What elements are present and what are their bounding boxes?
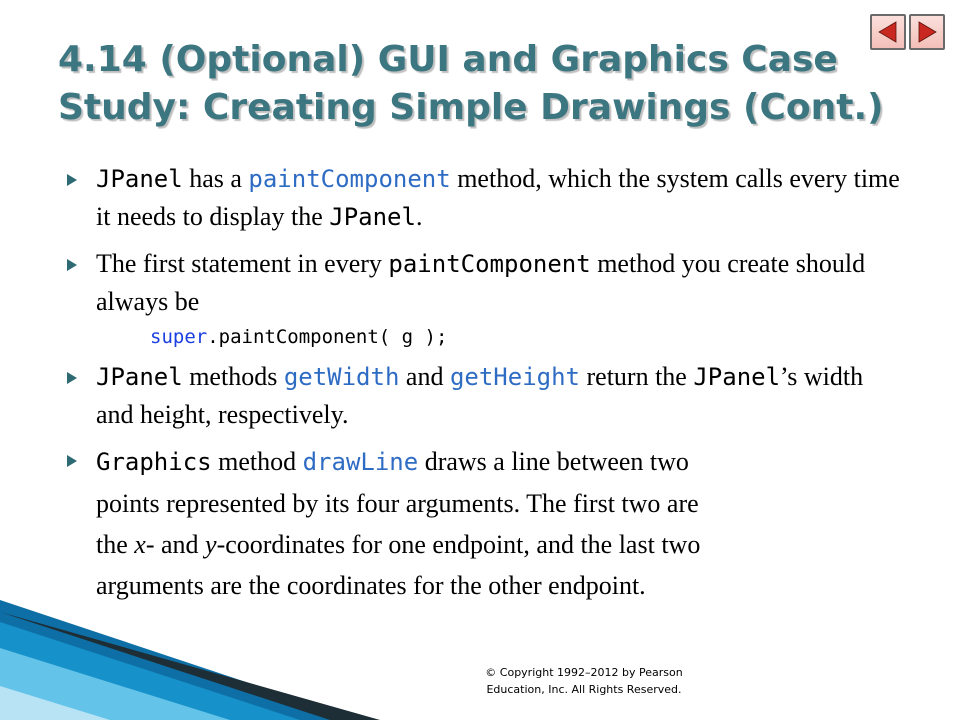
class-name-jpanel: JPanel xyxy=(96,363,183,391)
title-line-2: Study: Creating Simple Drawings (Cont.) xyxy=(58,87,884,128)
class-name-jpanel: JPanel xyxy=(96,165,183,193)
bullet-item xyxy=(66,160,906,236)
copyright-line-2: Education, Inc. All Rights Reserved. xyxy=(486,683,682,696)
bullet-arrow-icon xyxy=(66,173,78,187)
method-name-drawline: drawLine xyxy=(302,448,419,476)
bullet-arrow-icon xyxy=(66,371,78,385)
triangle-left-icon xyxy=(876,20,900,44)
bullet-text: and xyxy=(399,362,450,391)
bullet-text: -coordinates for one endpoint, and the last two xyxy=(216,530,701,559)
bullet-text: the xyxy=(96,530,135,559)
next-slide-button[interactable] xyxy=(909,14,945,50)
title-line-1: 4.14 (Optional) GUI and Graphics Case xyxy=(58,39,838,80)
class-name-jpanel: JPanel xyxy=(329,203,416,231)
italic-y: y xyxy=(205,530,217,559)
code-snippet xyxy=(66,322,906,352)
bullet-item xyxy=(66,441,906,606)
copyright-line-1: © Copyright 1992–2012 by Pearson xyxy=(485,666,683,679)
bullet-text: ’s width and height, respectively. xyxy=(96,362,864,429)
bullet-item xyxy=(66,245,906,320)
slide-body xyxy=(66,160,906,606)
previous-slide-button[interactable] xyxy=(870,14,906,50)
bullet-text: method xyxy=(211,447,303,476)
bullet-line xyxy=(96,441,906,483)
bullet-line: arguments are the coordinates for the other endpoint. xyxy=(96,571,646,600)
method-name-paintcomponent: paintComponent xyxy=(388,250,591,278)
class-name-jpanel: JPanel xyxy=(693,363,781,391)
bullet-text: - and xyxy=(145,530,206,559)
bullet-line: points represented by its four arguments. The first two are xyxy=(96,489,699,518)
bullet-text: method you create should always be xyxy=(96,249,866,316)
copyright-notice xyxy=(462,664,706,698)
triangle-right-icon xyxy=(915,20,939,44)
slide-title xyxy=(58,36,888,132)
bullet-text: methods xyxy=(182,362,284,391)
bullet-text: . xyxy=(415,202,423,231)
method-name-getwidth: getWidth xyxy=(283,363,400,391)
bullet-text: draws a line between two xyxy=(418,447,689,476)
bullet-arrow-icon xyxy=(66,454,78,468)
italic-x: x xyxy=(134,530,146,559)
class-name-graphics: Graphics xyxy=(96,448,212,476)
code-keyword-super: super xyxy=(150,326,208,348)
method-name-getheight: getHeight xyxy=(449,363,580,391)
bullet-line xyxy=(96,524,906,565)
code-text: .paintComponent( g ); xyxy=(207,326,448,348)
bullet-text: The first statement in every xyxy=(96,249,389,278)
bullet-text: has a xyxy=(182,164,249,193)
method-name-paintcomponent: paintComponent xyxy=(248,165,451,193)
bullet-item xyxy=(66,358,906,433)
bullet-arrow-icon xyxy=(66,258,78,272)
bullet-text: method, which the system calls every time it needs to display the xyxy=(96,164,900,231)
bullet-text: return the xyxy=(580,362,694,391)
